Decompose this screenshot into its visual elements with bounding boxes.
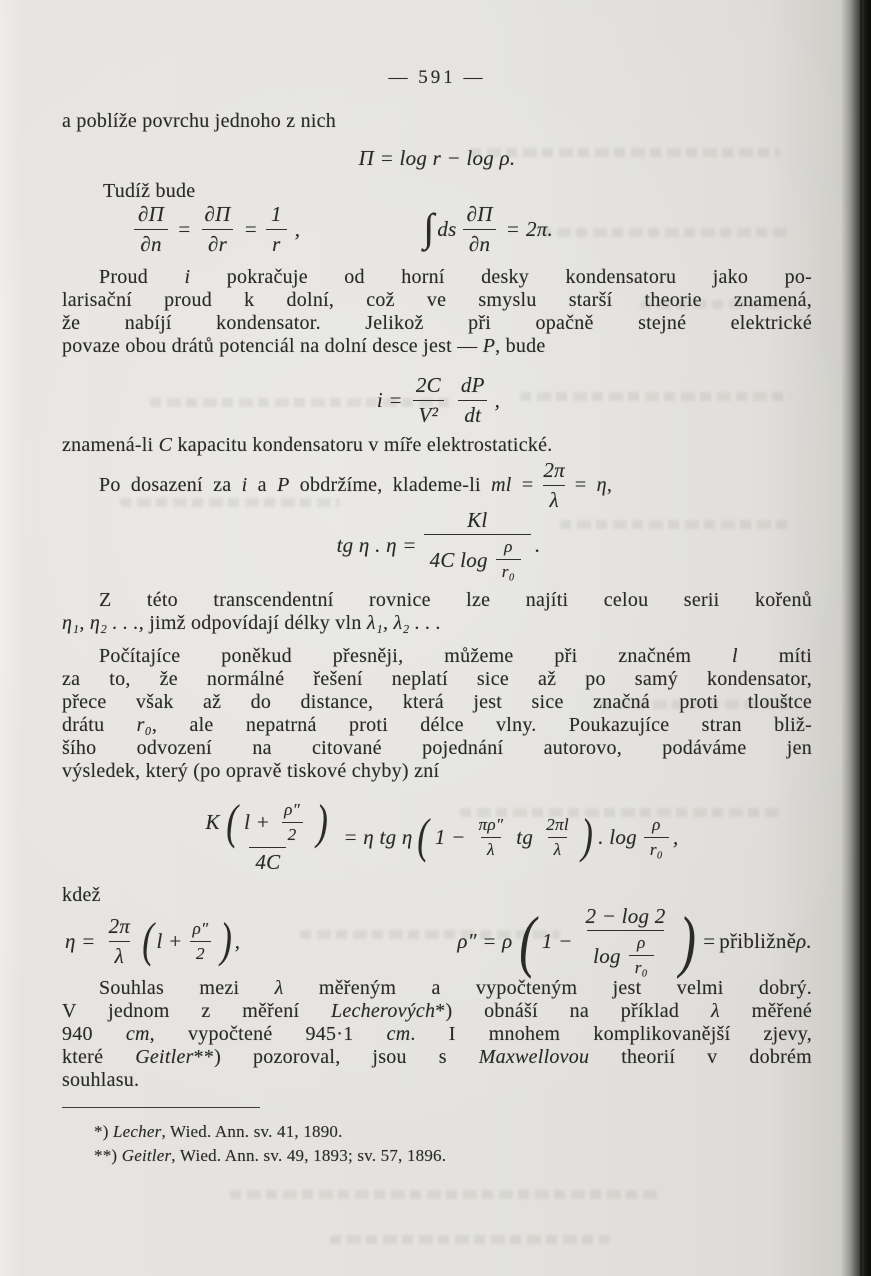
- open-paren: (: [142, 914, 155, 968]
- text-line: šího odvození na citované pojednání autorovo, podáváme jen: [62, 737, 812, 759]
- paragraph-souhlas: [62, 977, 812, 1092]
- text-line: výsledek, který (po opravě tiskové chyby) zní: [62, 760, 440, 782]
- formula-potential: [62, 145, 812, 171]
- text-line: znamená-li C kapacitu kondensatoru v míře elektrostatické.: [62, 434, 553, 456]
- fraction: dP dt: [455, 373, 491, 426]
- math-token: tg: [516, 824, 534, 849]
- fraction: $\frac{\partial\Pi}{\partial n}$: [132, 202, 170, 255]
- text-line: Souhlas mezi λ měřeným a vypočteným jest velmi dobrý.: [99, 977, 812, 999]
- math-token: K: [205, 810, 220, 835]
- comma: ,: [234, 928, 241, 953]
- formula-eta: [62, 914, 240, 967]
- formula-transcendental: [62, 508, 812, 582]
- text-line: Proud i pokračuje od horní desky kondensatoru jako po-: [99, 266, 812, 288]
- text-line-with-formula: [62, 458, 812, 512]
- text-line: povaze obou drátů potenciál na dolní desce jest — P, bude: [62, 335, 546, 357]
- paragraph-pocitajice: [62, 645, 812, 783]
- footnote-lecher: *) Lecher, Wied. Ann. sv. 41, 1890.: [94, 1122, 343, 1141]
- text-line: souhlasu.: [62, 1069, 140, 1091]
- text-line: kdež: [62, 884, 101, 906]
- open-paren: (: [226, 795, 238, 849]
- formula-derivatives: [62, 203, 812, 255]
- open-paren: (: [417, 810, 430, 864]
- footnote-geitler: **) Geitler, Wied. Ann. sv. 49, 1893; sv. 57, 1896.: [94, 1146, 447, 1165]
- math-token: 1 −: [434, 824, 466, 849]
- comma: ,: [494, 387, 501, 412]
- math-token: 1 −: [541, 928, 573, 953]
- fraction: $\frac{\rho''}{2}$: [278, 800, 306, 845]
- period: .: [534, 532, 541, 557]
- fraction: $\frac{2\pi}{\lambda}$: [543, 458, 565, 512]
- text-run: = η,: [574, 473, 613, 496]
- text-line: přece však až do distance, která jest sice značná proti tlouštce: [62, 691, 812, 713]
- fraction: $\frac{2\pi}{\lambda}$: [108, 914, 131, 968]
- text-line: larisační proud k dolní, což ve smyslu starší theorie znamená,: [62, 289, 812, 311]
- close-paren: ): [316, 795, 329, 849]
- math-token: η =: [65, 928, 96, 953]
- math-token: ρ″ = ρ: [457, 928, 513, 953]
- fraction: Kl 4C log ρ r₀: [424, 508, 531, 582]
- math-token: l +: [244, 810, 271, 835]
- math-token: ds: [437, 216, 457, 241]
- paragraph-z-teto: [62, 589, 812, 635]
- math-token: . log: [598, 824, 637, 849]
- math-token: tg η . η =: [336, 532, 417, 557]
- formula-current: [62, 374, 812, 426]
- equals-sign: =: [701, 928, 717, 953]
- comma: ,: [673, 824, 679, 849]
- formula-definitions: [62, 901, 812, 979]
- fraction: ρ r₀: [644, 815, 669, 860]
- fraction: $\frac{2C}{\text{V²}}$: [410, 373, 447, 426]
- text-line: a poblíže povrchu jednoho z nich: [62, 110, 337, 132]
- math-token: 2π.: [526, 216, 554, 241]
- text-line: které Geitler**) pozoroval, jsou s Maxwellovou theorií v dobrém: [62, 1046, 812, 1068]
- fraction: $\frac{\rho''}{2}$: [186, 919, 214, 964]
- footnote-rule: [62, 1107, 260, 1108]
- fraction: ρ r₀: [629, 933, 654, 978]
- book-edge-shadow: [841, 0, 871, 1276]
- math-token: 4C log: [429, 547, 488, 572]
- text-line: η₁, η₂ . . ., jimž odpovídají délky vln λ₁, λ₂ . . .: [62, 612, 442, 634]
- formula-result: [62, 793, 812, 881]
- close-paren: ): [678, 901, 696, 979]
- text-line: Z této transcendentní rovnice lze najíti celou serii kořenů: [99, 589, 812, 611]
- text-run: Po dosazení za i a P obdržíme, klademe-li ml =: [99, 473, 534, 496]
- fraction: $\frac{\pi\rho''}{\lambda}$: [478, 814, 504, 859]
- text-line: že nabíjí kondensator. Jelikož při opačně stejné elektrické: [62, 312, 812, 334]
- text-line: drátu r₀, ale nepatrná proti délce vlny. Poukazujíce stran bliž-: [62, 714, 812, 736]
- math-token: i =: [376, 387, 403, 412]
- text-line: Počítajíce poněkud přesněji, můžeme při značném l míti: [99, 645, 812, 667]
- fraction: $\frac{\partial\Pi}{\partial n}$: [461, 202, 499, 255]
- fraction: ρ r₀: [496, 537, 521, 582]
- math-token: log: [593, 943, 621, 968]
- close-paren: ): [220, 914, 233, 968]
- book-edge-line: [860, 0, 862, 1276]
- text-line: Tudíž bude: [103, 180, 196, 202]
- page-number: — 591 —: [388, 67, 486, 88]
- fraction: $\frac{\partial\Pi}{\partial r}$: [198, 202, 236, 255]
- text-token: přibližně: [719, 928, 797, 953]
- integral-sign: ∫: [423, 205, 435, 251]
- formula-rho: [454, 901, 812, 979]
- math-token: ρ.: [796, 928, 812, 953]
- fraction: K ( l + $\frac{\rho''}{2}$ ) 4C: [205, 795, 329, 874]
- fraction: $\frac{1}{r}$: [265, 202, 288, 255]
- text-line: za to, že normálné řešení neplatí sice až po samý kondensator,: [62, 668, 812, 690]
- page-content: [62, 0, 812, 1276]
- comma: ,: [294, 216, 301, 241]
- fraction: 2πl λ: [546, 814, 569, 859]
- equals-sign: =: [177, 216, 192, 241]
- fraction: 2 − log 2 log ρ r₀: [585, 904, 666, 978]
- equals-sign: =: [243, 216, 258, 241]
- paragraph-proud: [62, 266, 812, 358]
- math-token: l +: [156, 928, 183, 953]
- math-expression: Π = log r − log ρ.: [358, 145, 516, 170]
- footnotes: [62, 1120, 812, 1168]
- text-line: 940 cm, vypočtené 945·1 cm. I mnohem komplikovanější zjevy,: [62, 1023, 812, 1045]
- close-paren: ): [581, 810, 593, 864]
- text-line: V jednom z měření Lecherových*) obnáší na příklad λ měřené: [62, 1000, 812, 1022]
- equals-sign: =: [505, 216, 521, 241]
- math-token: = η tg η: [343, 824, 413, 849]
- open-paren: (: [518, 901, 536, 979]
